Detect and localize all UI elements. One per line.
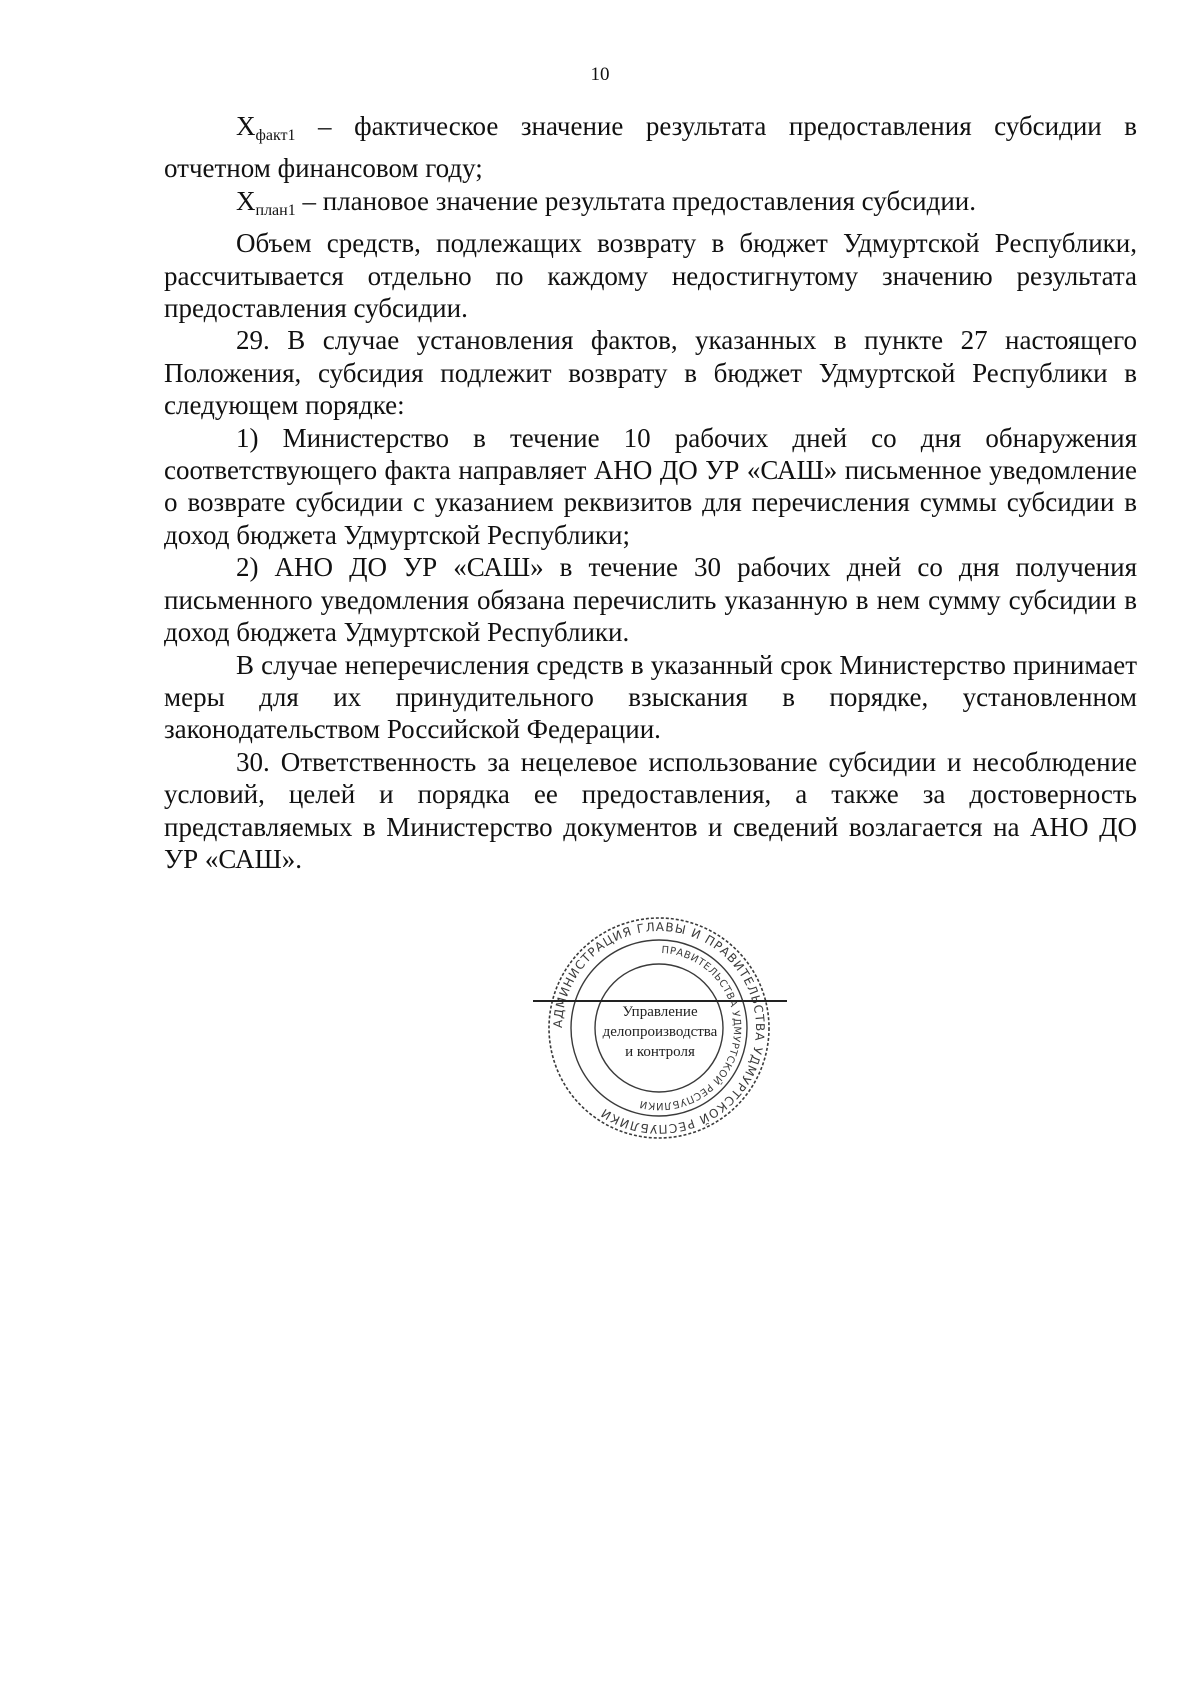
seal-center-line: Управление	[622, 1004, 698, 1020]
seal-center-line: и контроля	[625, 1044, 695, 1060]
seal-outer-text: АДМИНИСТРАЦИЯ ГЛАВЫ И ПРАВИТЕЛЬСТВА УДМУРТСКОЙ РЕСПУБЛИКИ	[550, 919, 768, 1137]
definition-text: – фактическое значение результата предоставления субсидии в отчетном финансовом году;	[164, 111, 1137, 184]
document-body	[164, 110, 1137, 875]
variable-symbol: X	[236, 185, 256, 216]
paragraph-clause-29-item-1: 1) Министерство в течение 10 рабочих дней со дня обнаружения соответствующего факта направляет АНО ДО УР «САШ» письменное уведомление о возврате субсидии с указанием реквизитов для перечисления суммы субсидии в доход бюджета Удмуртской Республики;	[164, 422, 1137, 550]
page-number: 10	[590, 64, 610, 85]
paragraph-clause-29-item-2: 2) АНО ДО УР «САШ» в течение 30 рабочих дней со дня получения письменного уведомления обязана перечислить указанную в нем сумму субсидии в доход бюджета Удмуртской Республики.	[164, 552, 1137, 648]
seal-inner-text: ПРАВИТЕЛЬСТВА УДМУРТСКОЙ РЕСПУБЛИКИ	[638, 944, 743, 1112]
paragraph-refund-volume: Объем средств, подлежащих возврату в бюджет Удмуртской Республики, рассчитывается отдельно по каждому недостигнутому значению результата предоставления субсидии.	[164, 228, 1137, 324]
definition-text: – плановое значение результата предоставления субсидии.	[295, 185, 977, 216]
variable-subscript: факт1	[255, 127, 296, 144]
seal-center-line: делопроизводства	[602, 1024, 718, 1040]
paragraph-clause-29: 29. В случае установления фактов, указанных в пункте 27 настоящего Положения, субсидия подлежит возврату в бюджет Удмуртской Республики в следующем порядке:	[164, 325, 1137, 421]
variable-subscript: план1	[255, 201, 296, 219]
paragraph-non-transfer: В случае неперечисления средств в указанный срок Министерство принимает меры для их принудительного взыскания в порядке, установленном законодательством Российской Федерации.	[164, 649, 1137, 745]
definition-plan	[164, 185, 1137, 227]
variable-symbol: X	[236, 111, 256, 141]
seal-center-text	[582, 1002, 738, 1062]
paragraph-clause-30: 30. Ответственность за нецелевое использование субсидии и несоблюдение условий, целей и порядка ее предоставления, а также за достоверность представляемых в Министерство документов и сведений возлагается на АНО ДО УР «САШ».	[164, 746, 1137, 874]
definition-fact	[164, 110, 1137, 185]
